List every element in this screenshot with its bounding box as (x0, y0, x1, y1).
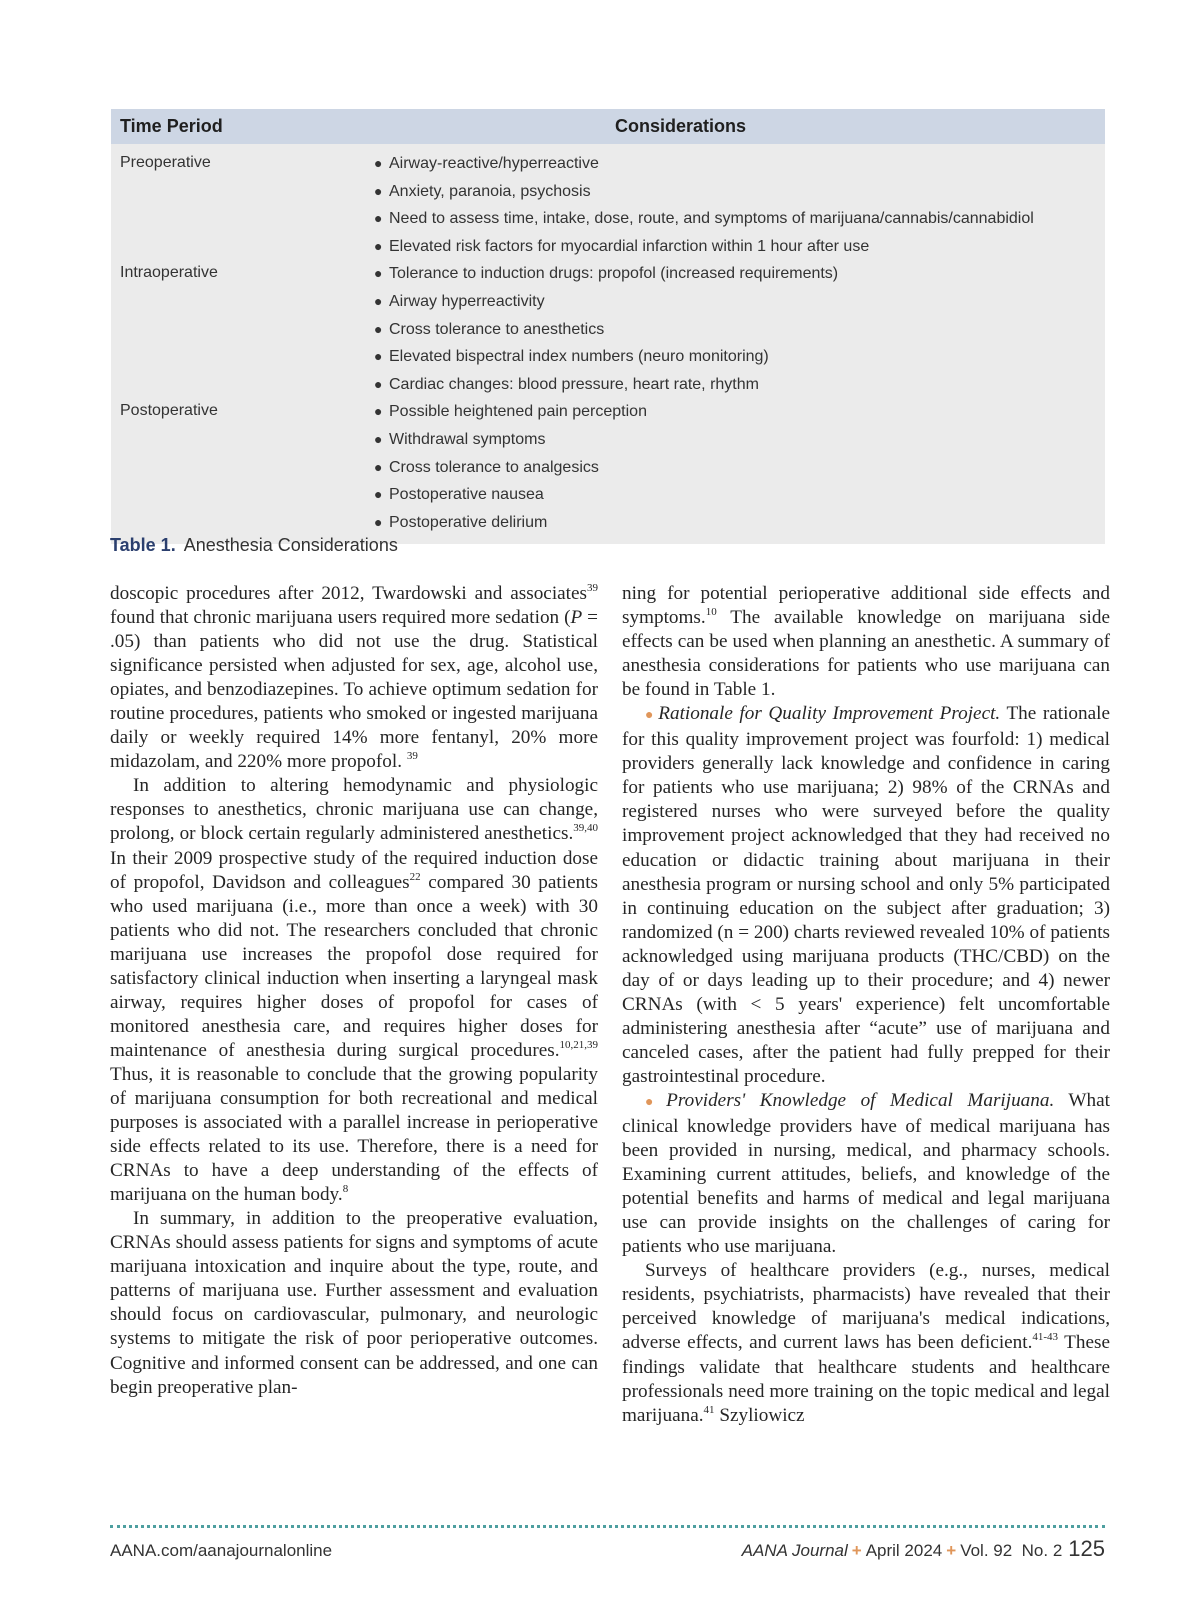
run-in-heading: Providers' Knowledge of Medical Marijuana. (666, 1089, 1055, 1111)
citation[interactable]: 10 (705, 606, 717, 619)
paragraph: In summary, in addition to the preoperative evaluation, CRNAs should assess patients for signs and symptoms of acute marijuana intoxication and inquire about the type, route, and patterns of marijuana use. Further assessment and evaluation should focus on cardiovascular, pulmonary, and neurologic systems to mitigate the risk of poor perioperative outcomes. Cognitive and informed consent can be addressed, and one can begin preoperative plan- (110, 1208, 598, 1398)
considerations-list (374, 150, 1105, 260)
time-period-cell: Postoperative (120, 402, 218, 420)
table-row-intraoperative (111, 260, 1105, 398)
list-item: ● Need to assess time, intake, dose, route, and symptoms of marijuana/cannabis/cannabidiol (374, 205, 1105, 233)
list-item: ● Withdrawal symptoms (374, 426, 1105, 454)
citation[interactable]: 10,21,39 (559, 1038, 598, 1051)
bullet-icon: ● (374, 375, 383, 392)
list-item: ● Elevated bispectral index numbers (neuro monitoring) (374, 343, 1105, 371)
bullet-icon: ● (374, 155, 383, 171)
table-body (111, 144, 1105, 544)
citation[interactable]: 39 (406, 750, 418, 763)
volume-issue: Vol. 92 No. 2 (960, 1541, 1063, 1560)
list-item: ● Tolerance to induction drugs: propofol (increased requirements) (374, 260, 1105, 288)
footer-url-link[interactable]: AANA.com/aanajournalonline (110, 1541, 333, 1560)
table-row-postoperative (111, 398, 1105, 536)
citation[interactable]: 39,40 (573, 822, 598, 835)
run-in-heading: Rationale for Quality Improvement Project. (658, 703, 1001, 725)
header-time-period: Time Period (120, 116, 223, 136)
bullet-icon: ● (374, 210, 383, 227)
list-item: ● Airway-reactive/hyperreactive (374, 150, 1105, 178)
citation[interactable]: 22 (409, 870, 421, 883)
section-marker-icon: ● (645, 708, 656, 724)
paragraph: In addition to altering hemodynamic and physiologic responses to anesthetics, chronic marijuana use can change, prolong, or block certain regularly administered anesthetics.$^{39,40}$ In their 2009 prospective study of the required induction dose of propofol, Davidson and colleagues$^{22}$ compared 30 patients who used marijuana (i.e., more than once a week) with 30 patients who did not. The researchers concluded that chronic marijuana use increases the propofol dose required for satisfactory clinical induction when inserting a laryngeal mask airway, requires higher doses of propofol for cases of monitored anesthesia care, and requires higher doses for maintenance of anesthesia during surgical procedures.$^{10,21,39}$ Thus, it is reasonable to conclude that the growing popularity of marijuana consumption for both recreational and medical purposes is associated with a parallel increase in perioperative side effects related to its use. Therefore, there is a need for CRNAs to have a deep understanding of the effects of marijuana on the human body.$^8$ (110, 775, 598, 1206)
bullet-icon: ● (374, 265, 383, 282)
citation[interactable]: 8 (342, 1183, 349, 1196)
citation[interactable]: 41 (703, 1403, 715, 1416)
paragraph: ning for potential perioperative additional side effects and symptoms.$^{10}$ The available knowledge on marijuana side effects can be used when planning an anesthetic. A summary of anesthesia considerations for patients who use marijuana can be found in Table 1. (622, 583, 1110, 701)
list-item: ● Elevated risk factors for myocardial infarction within 1 hour after use (374, 233, 1105, 261)
list-item: ● Cross tolerance to anesthetics (374, 316, 1105, 344)
time-period-cell: Intraoperative (120, 264, 218, 282)
bullet-icon: ● (374, 403, 383, 420)
body-column-left (110, 582, 598, 1400)
bullet-icon: ● (374, 513, 383, 530)
bullet-icon: ● (374, 430, 383, 447)
plus-separator-icon: + (946, 1541, 957, 1560)
section-marker-icon: ● (645, 1094, 664, 1110)
citation[interactable]: 39 (587, 582, 598, 594)
table-caption-label: Table 1. (110, 535, 176, 555)
paragraph: ● Rationale for Quality Improvement Project. The rationale for this quality improvement project was fourfold: 1) medical providers generally lack knowledge and confidence in caring for patients who use marijuana; 2) 98% of the CRNAs and registered nurses who were surveyed before the quality improvement project acknowledged that they had received no education or didactic training about marijuana in their anesthesia program or nursing school and only 5% participated in continuing education on the subject after graduation; 3) randomized (n = 200) charts reviewed revealed 10% of patients acknowledged using marijuana products (THC/CBD) on the day of or days leading up to their procedure; and 4) newer CRNAs (with < 5 years' experience) felt uncomfortable administering anesthesia after “acute” use of marijuana and canceled cases, after the patient had fully prepped for their gastrointestinal procedure. (622, 703, 1110, 1087)
bullet-icon: ● (374, 320, 383, 337)
bullet-icon: ● (374, 486, 383, 503)
citation[interactable]: 41-43 (1032, 1331, 1059, 1344)
list-item: ● Anxiety, paranoia, psychosis (374, 178, 1105, 206)
bullet-icon: ● (374, 237, 383, 254)
issue-date: April 2024 (865, 1541, 943, 1560)
list-item: ● Postoperative nausea (374, 481, 1105, 509)
footer-journal-info (742, 1536, 1105, 1562)
anesthesia-considerations-table (111, 109, 1105, 544)
body-column-right (622, 582, 1110, 1428)
list-item: ● Airway hyperreactivity (374, 288, 1105, 316)
journal-name: AANA Journal (741, 1541, 848, 1560)
table-caption-text: Anesthesia Considerations (183, 535, 398, 555)
list-item: ● Possible heightened pain perception (374, 398, 1105, 426)
bullet-icon: ● (374, 458, 383, 475)
table-row-preoperative (111, 150, 1105, 260)
time-period-cell: Preoperative (120, 154, 211, 171)
list-item: ● Postoperative delirium (374, 509, 1105, 537)
list-item: ● Cardiac changes: blood pressure, heart rate, rhythm (374, 371, 1105, 399)
bullet-icon: ● (374, 348, 383, 365)
footer-divider (110, 1525, 1105, 1528)
bullet-icon: ● (374, 292, 383, 309)
considerations-list (374, 260, 1105, 398)
paragraph: ● Providers' Knowledge of Medical Marijuana. What clinical knowledge providers have of medical marijuana has been provided in nursing, medical, and pharmacy schools. Examining current attitudes, beliefs, and knowledge of the potential benefits and harms of medical and legal marijuana use can provide insights on the challenges of caring for patients who use marijuana. (622, 1089, 1110, 1258)
plus-separator-icon: + (851, 1541, 862, 1560)
table-caption (110, 535, 398, 556)
list-item: ● Cross tolerance to analgesics (374, 454, 1105, 482)
considerations-list (374, 398, 1105, 536)
paragraph: doscopic procedures after 2012, Twardowski and associates$^{39}$ found that chronic marijuana users required more sedation (P = .05) than patients who did not use the drug. Statistical significance persisted when adjusted for sex, age, alcohol use, opiates, and benzodiazepines. To achieve optimum sedation for routine procedures, patients who smoked or ingested marijuana daily or weekly required 14% more fentanyl, 20% more midazolam, and 220% more propofol. $^{39}$ (110, 582, 598, 773)
header-considerations: Considerations (614, 116, 747, 136)
page-number: 125 (1068, 1536, 1105, 1561)
bullet-icon: ● (374, 182, 383, 199)
paragraph: Surveys of healthcare providers (e.g., nurses, medical residents, psychiatrists, pharmacists) have revealed that their perceived knowledge of marijuana's medical indications, adverse effects, and current laws has been deficient.$^{41-43}$ These findings validate that healthcare students and healthcare professionals need more training on the topic medical and legal marijuana.$^{41}$ Szyliowicz (622, 1260, 1111, 1426)
table-header (111, 109, 1105, 144)
